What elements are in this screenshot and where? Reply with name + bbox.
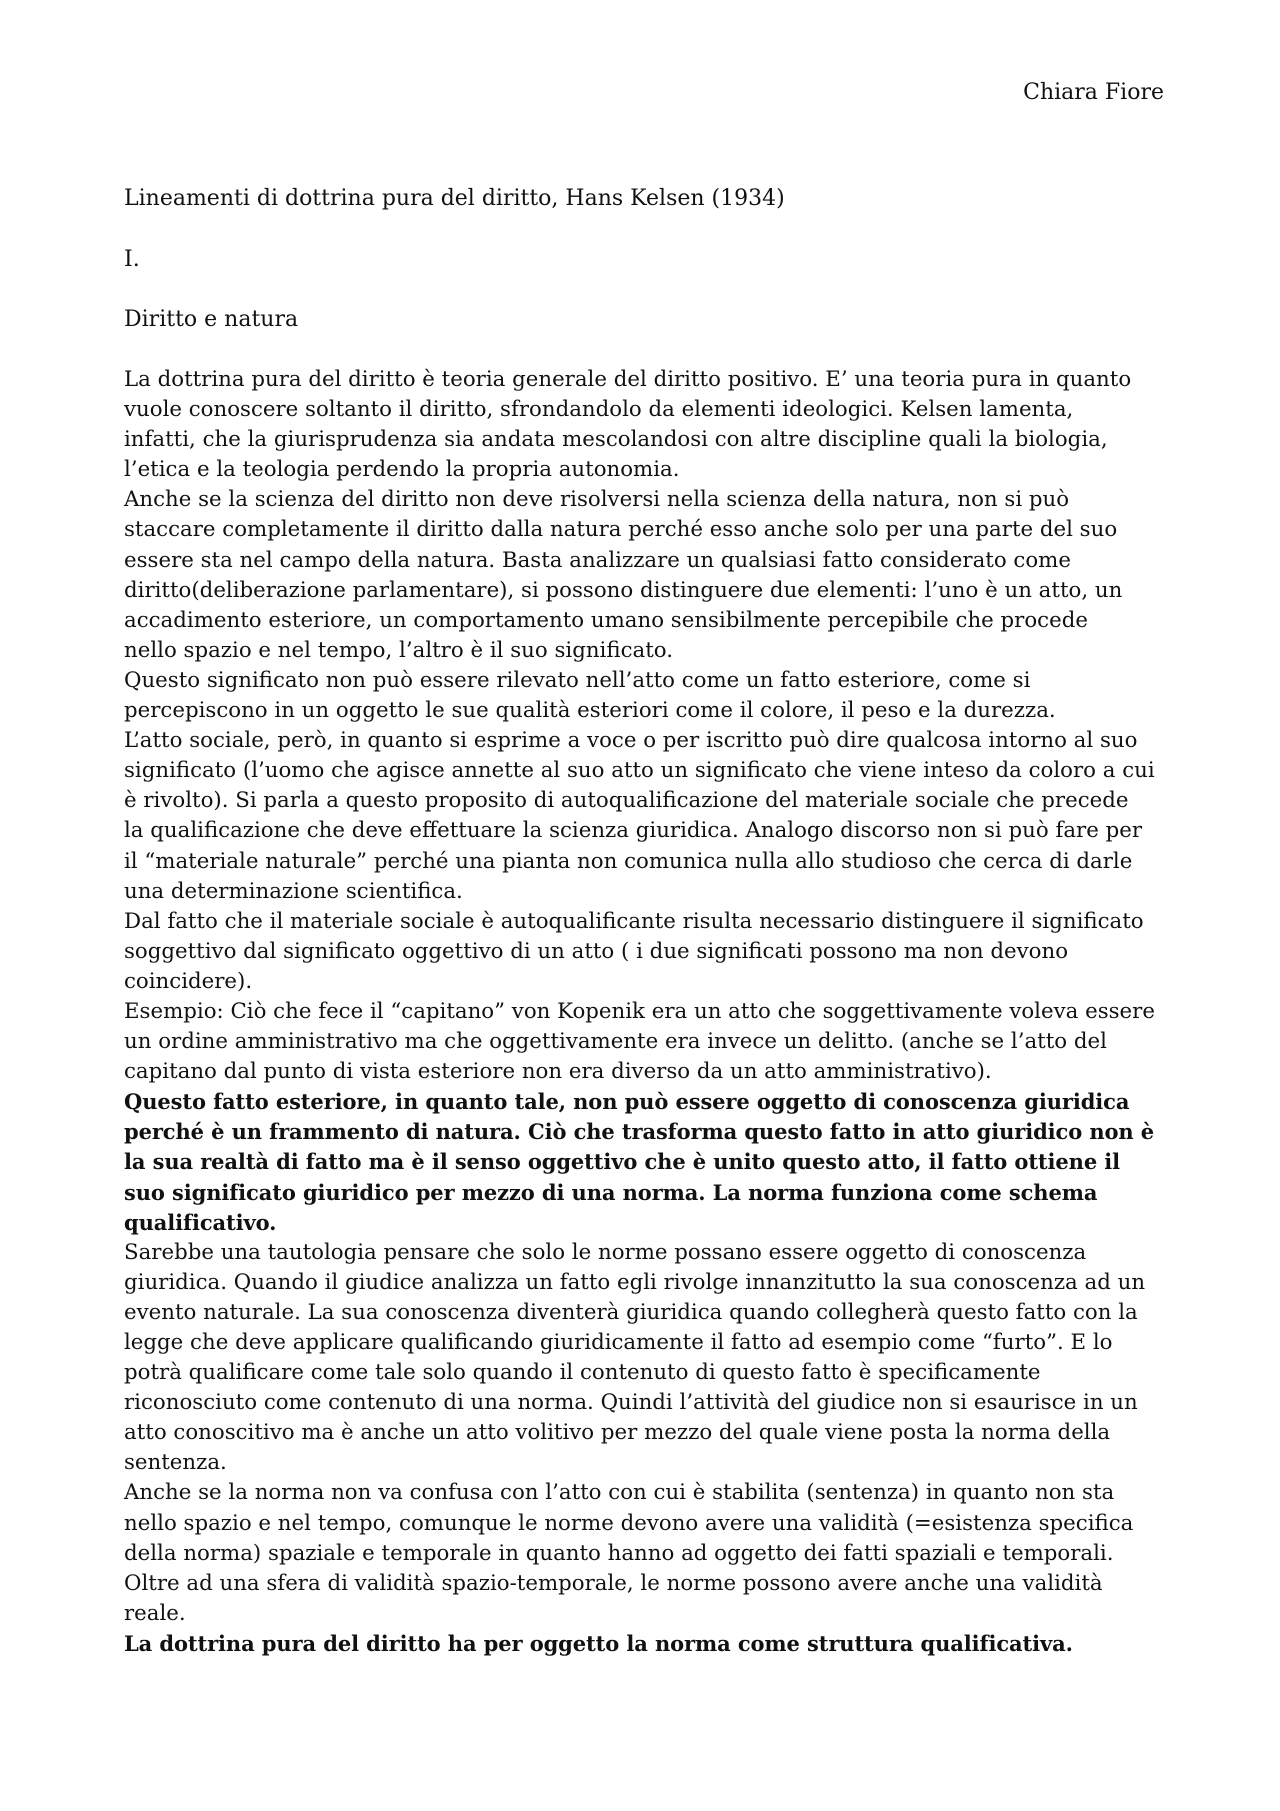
body-line-bold: La dottrina pura del diritto ha per oggetto la norma come struttura qualificativa. bbox=[124, 1630, 1073, 1656]
body-line: vuole conoscere soltanto il diritto, sfrondandolo da elementi ideologici. Kelsen lamenta, bbox=[124, 397, 1074, 423]
body-line-bold: qualificativo. bbox=[124, 1209, 277, 1235]
body-line: legge che deve applicare qualificando giuridicamente il fatto ad esempio come “furto”. E lo bbox=[124, 1330, 1113, 1355]
body-line: riconosciuto come contenuto di una norma. Quindi l’attività del giudice non si esaurisce in un bbox=[124, 1390, 1138, 1416]
document-title: Lineamenti di dottrina pura del diritto, Hans Kelsen (1934) bbox=[124, 186, 785, 211]
body-line: diritto(deliberazione parlamentare), si possono distinguere due elementi: l’uno è un atto, un bbox=[124, 577, 1123, 603]
body-line: significato (l’uomo che agisce annette al suo atto un significato che viene inteso da coloro a cui bbox=[124, 758, 1155, 784]
body-line: sentenza. bbox=[124, 1450, 227, 1476]
section-heading: Diritto e natura bbox=[124, 307, 299, 332]
body-line: capitano dal punto di vista esteriore non era diverso da un atto amministrativo). bbox=[124, 1059, 992, 1085]
body-line: soggettivo dal significato oggettivo di un atto ( i due significati possono ma non devono bbox=[124, 938, 1069, 964]
body-line: Sarebbe una tautologia pensare che solo le norme possano essere oggetto di conoscenza bbox=[124, 1239, 1087, 1265]
author-name: Chiara Fiore bbox=[1023, 80, 1164, 105]
body-line: evento naturale. La sua conoscenza diventerà giuridica quando collegherà questo fatto con la bbox=[124, 1299, 1138, 1325]
body-line: Anche se la norma non va confusa con l’atto con cui è stabilita (sentenza) in quanto non sta bbox=[124, 1480, 1115, 1506]
body-line: Questo significato non può essere rilevato nell’atto come un fatto esteriore, come si bbox=[124, 667, 1031, 693]
body-line: staccare completamente il diritto dalla natura perché esso anche solo per una parte del suo bbox=[124, 517, 1118, 543]
body-line-bold: la sua realtà di fatto ma è il senso oggettivo che è unito questo atto, il fatto ottiene il bbox=[124, 1149, 1121, 1175]
body-line: la qualificazione che deve effettuare la scienza giuridica. Analogo discorso non si può fare per bbox=[124, 818, 1143, 844]
body-line: l’etica e la teologia perdendo la propria autonomia. bbox=[124, 457, 680, 483]
body-line: Anche se la scienza del diritto non deve risolversi nella scienza della natura, non si può bbox=[124, 487, 1070, 513]
body-line-bold: Questo fatto esteriore, in quanto tale, non può essere oggetto di conoscenza giuridica bbox=[124, 1089, 1130, 1115]
body-line: una determinazione scientifica. bbox=[124, 878, 463, 904]
body-line: giuridica. Quando il giudice analizza un fatto egli rivolge innanzitutto la sua conoscenza ad un bbox=[124, 1269, 1146, 1295]
body-line: nello spazio e nel tempo, l’altro è il suo significato. bbox=[124, 637, 673, 663]
body-line-bold: perché è un frammento di natura. Ciò che trasforma questo fatto in atto giuridico non è bbox=[124, 1119, 1155, 1145]
body-line: reale. bbox=[124, 1600, 186, 1626]
body-line: atto conoscitivo ma è anche un atto volitivo per mezzo del quale viene posta la norma della bbox=[124, 1420, 1111, 1446]
body-line: L’atto sociale, però, in quanto si esprime a voce o per iscritto può dire qualcosa intorno al suo bbox=[124, 728, 1138, 754]
body-line: accadimento esteriore, un comportamento umano sensibilmente percepibile che procede bbox=[124, 607, 1088, 633]
body-line: potrà qualificare come tale solo quando il contenuto di questo fatto è specificamente bbox=[124, 1360, 1041, 1386]
body-line: La dottrina pura del diritto è teoria generale del diritto positivo. E’ una teoria pura in quanto bbox=[124, 367, 1132, 392]
body-text bbox=[124, 365, 1164, 1659]
body-line: infatti, che la giurisprudenza sia andata mescolandosi con altre discipline quali la biologia, bbox=[124, 427, 1108, 453]
body-line: è rivolto). Si parla a questo proposito di autoqualificazione del materiale sociale che precede bbox=[124, 788, 1129, 814]
body-line: coincidere). bbox=[124, 968, 253, 994]
body-line: nello spazio e nel tempo, comunque le norme devono avere una validità (=esistenza specifica bbox=[124, 1510, 1134, 1536]
body-line: Esempio: Ciò che fece il “capitano” von Kopenik era un atto che soggettivamente voleva essere bbox=[124, 998, 1155, 1024]
body-line: della norma) spaziale e temporale in quanto hanno ad oggetto dei fatti spaziali e temporali. bbox=[124, 1540, 1114, 1566]
body-line: Dal fatto che il materiale sociale è autoqualificante risulta necessario distinguere il significato bbox=[124, 908, 1144, 934]
body-line: percepiscono in un oggetto le sue qualità esteriori come il colore, il peso e la durezza. bbox=[124, 698, 1056, 724]
chapter-number: I. bbox=[124, 247, 140, 272]
body-line: il “materiale naturale” perché una pianta non comunica nulla allo studioso che cerca di darle bbox=[124, 848, 1133, 874]
body-line-bold: suo significato giuridico per mezzo di una norma. La norma funziona come schema bbox=[124, 1179, 1098, 1205]
body-line: essere sta nel campo della natura. Basta analizzare un qualsiasi fatto considerato come bbox=[124, 547, 1071, 573]
body-line: un ordine amministrativo ma che oggettivamente era invece un delitto. (anche se l’atto del bbox=[124, 1029, 1107, 1055]
body-line: Oltre ad una sfera di validità spazio-temporale, le norme possono avere anche una validità bbox=[124, 1570, 1103, 1596]
